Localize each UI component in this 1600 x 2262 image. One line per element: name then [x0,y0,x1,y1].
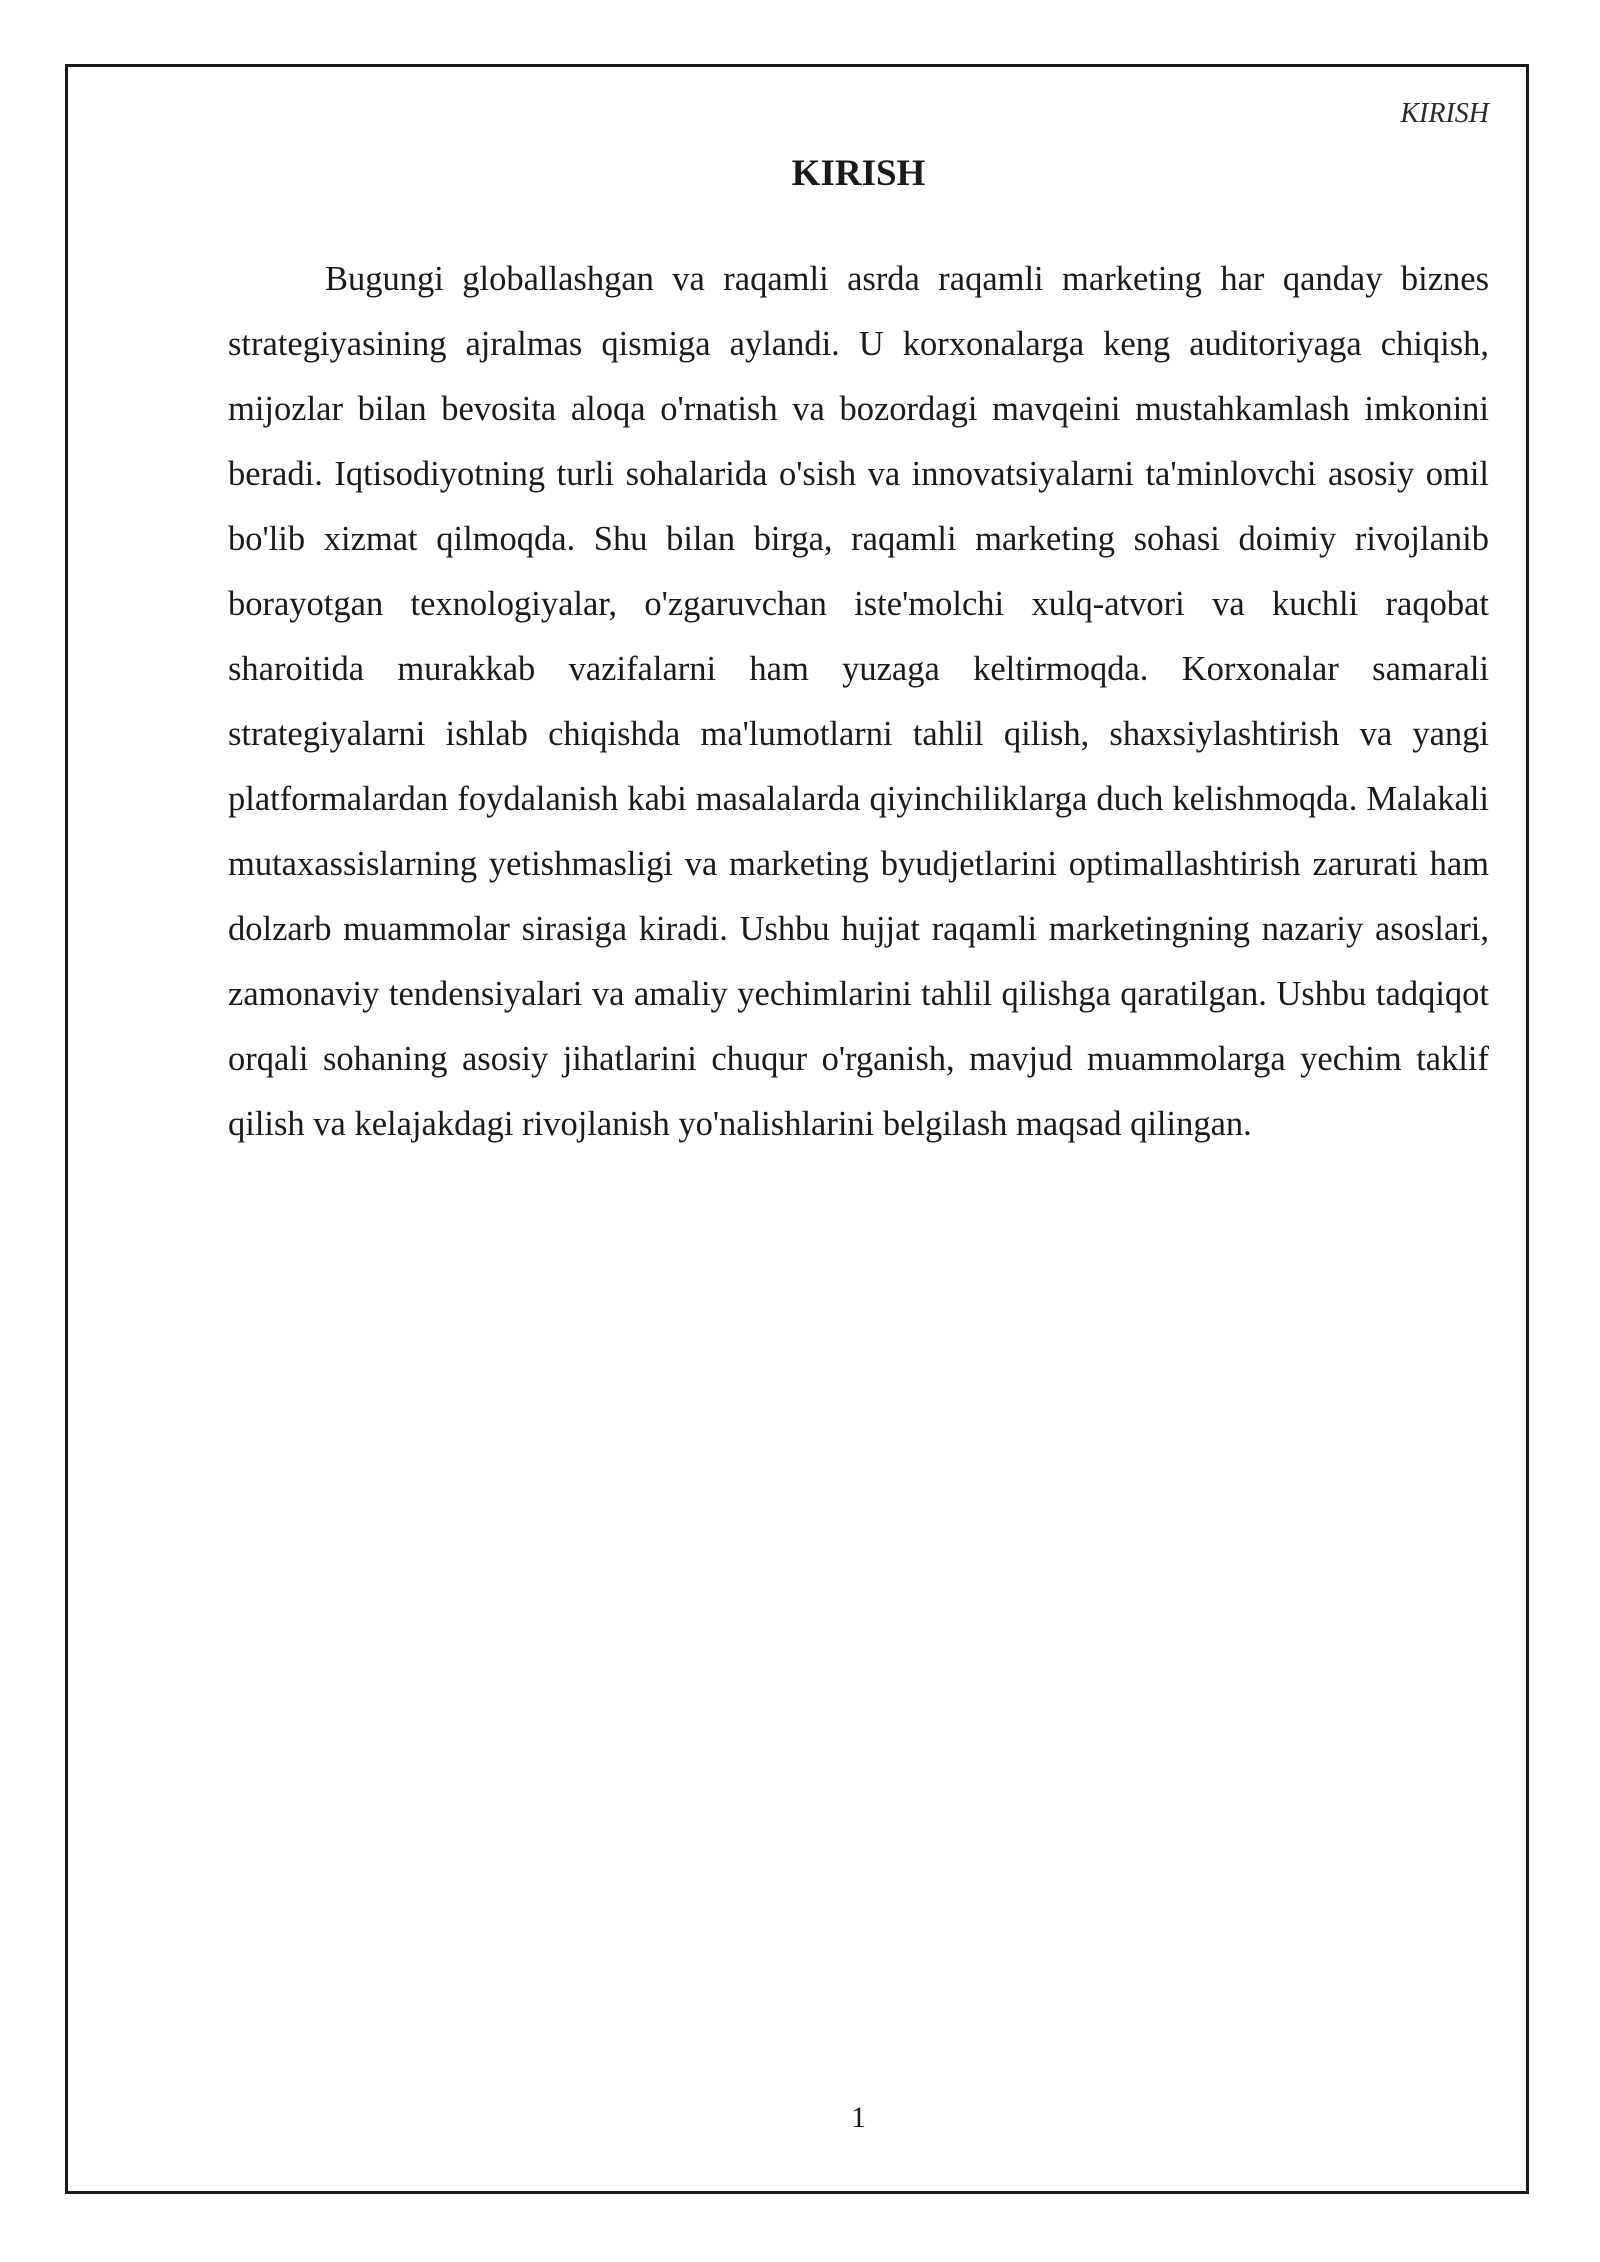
page-number: 1 [851,2101,866,2134]
body-paragraph: Bugungi globallashgan va raqamli asrda raqamli marketing har qanday biznes strategiyasining ajralmas qismiga aylandi. U korxonalarga keng auditoriyaga chiqish, mijozlar bilan bevosita aloqa o'rnatish va bozordagi mavqeini mustahkamlash imkonini beradi. Iqtisodiyotning turli sohalarida o'sish va innovatsiyalarni ta'minlovchi asosiy omil bo'lib xizmat qilmoqda. Shu bilan birga, raqamli marketing sohasi doimiy rivojlanib borayotgan texnologiyalar, o'zgaruvchan iste'molchi xulq-atvori va kuchli raqobat sharoitida murakkab vazifalarni ham yuzaga keltirmoqda. Korxonalar samarali strategiyalarni ishlab chiqishda ma'lumotlarni tahlil qilish, shaxsiylashtirish va yangi platformalardan foydalanish kabi masalalarda qiyinchiliklarga duch kelishmoqda. Malakali mutaxassislarning yetishmasligi va marketing byudjetlarini optimallashtirish zarurati ham dolzarb muammolar sirasiga kiradi. Ushbu hujjat raqamli marketingning nazariy asoslari, zamonaviy tendensiyalari va amaliy yechimlarini tahlil qilishga qaratilgan. Ushbu tadqiqot orqali sohaning asosiy jihatlarini chuqur o'rganish, mavjud muammolarga yechim taklif qilish va kelajakdagi rivojlanish yo'nalishlarini belgilash maqsad qilingan. [228,260,1489,1143]
running-header: KIRISH [1400,98,1489,129]
page-title: KIRISH [791,153,926,194]
